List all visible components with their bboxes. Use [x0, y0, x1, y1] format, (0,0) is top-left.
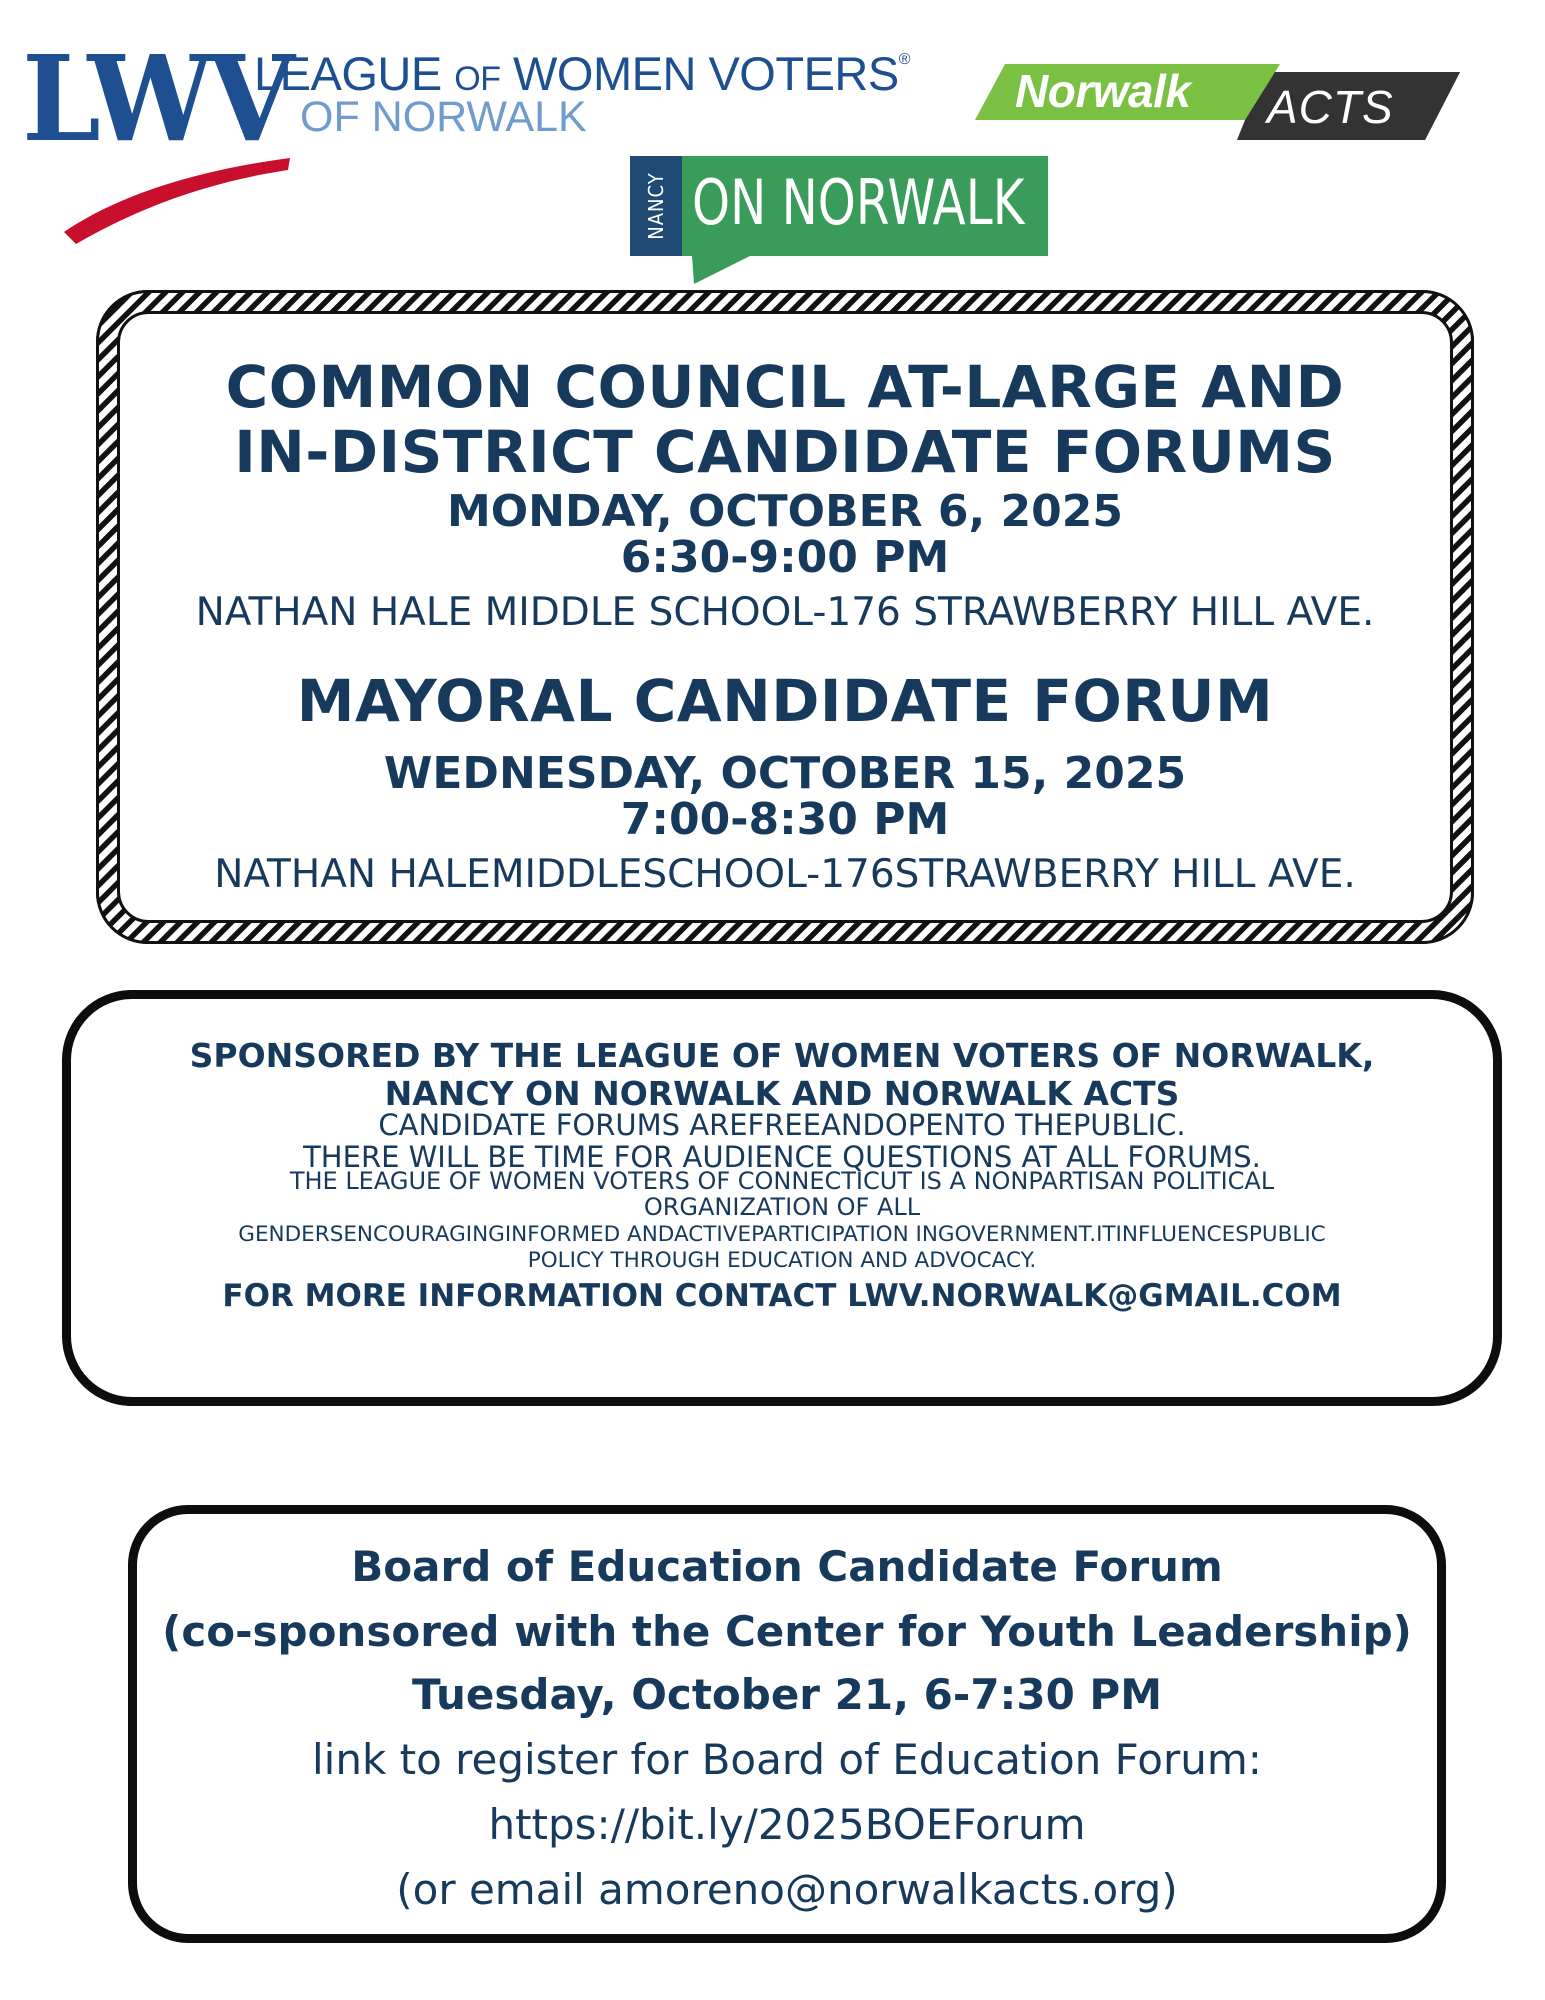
mayoral-title: MAYORAL CANDIDATE FORUM — [296, 667, 1274, 735]
boe-register-link[interactable]: https://bit.ly/2025BOEForum — [488, 1800, 1086, 1849]
sponsor-line3: CANDIDATE FORUMS AREFREEANDOPENTO THEPUBLIC. — [378, 1108, 1186, 1142]
norwalk-acts-logo — [975, 62, 1465, 142]
council-title-line1: COMMON COUNCIL AT-LARGE AND — [225, 353, 1345, 421]
sponsor-line1: SPONSORED BY THE LEAGUE OF WOMEN VOTERS OF NORWALK, — [189, 1036, 1375, 1075]
mayoral-date: WEDNESDAY, OCTOBER 15, 2025 — [383, 748, 1187, 799]
lwv-name — [254, 47, 911, 100]
boe-datetime: Tuesday, October 21, 6-7:30 PM — [412, 1670, 1162, 1719]
lwv-name-of: OF — [454, 60, 501, 98]
sponsor-contact: FOR MORE INFORMATION CONTACT LWV.NORWALK@GMAIL.COM — [222, 1278, 1342, 1314]
norwalk-acts-norwalk: Norwalk — [1015, 65, 1191, 117]
boe-register-label: link to register for Board of Education Forum: — [312, 1735, 1262, 1784]
council-time: 6:30-9:00 PM — [620, 532, 950, 583]
forums-box — [96, 290, 1474, 944]
council-date: MONDAY, OCTOBER 6, 2025 — [446, 486, 1123, 537]
sponsor-line8: POLICY THROUGH EDUCATION AND ADVOCACY. — [527, 1248, 1037, 1273]
mayoral-location: NATHAN HALEMIDDLESCHOOL-176STRAWBERRY HILL AVE. — [214, 852, 1356, 897]
boe-cosponsor: (co-sponsored with the Center for Youth Leadership) — [162, 1607, 1412, 1656]
nancy-on-norwalk-nancy: NANCY — [644, 172, 668, 240]
sponsor-line4: THERE WILL BE TIME FOR AUDIENCE QUESTIONS AT ALL FORUMS. — [303, 1140, 1261, 1174]
mayoral-time: 7:00-8:30 PM — [620, 794, 950, 845]
sponsor-box — [62, 990, 1502, 1406]
lwv-city: OF NORWALK — [300, 93, 587, 141]
lwv-name-league: LEAGUE — [254, 47, 442, 100]
council-location: NATHAN HALE MIDDLE SCHOOL-176 STRAWBERRY HILL AVE. — [195, 590, 1375, 635]
norwalk-acts-acts: ACTS — [1267, 81, 1394, 133]
council-title-line2: IN-DISTRICT CANDIDATE FORUMS — [234, 418, 1336, 486]
sponsor-line6: ORGANIZATION OF ALL — [643, 1193, 921, 1221]
sponsor-line5: THE LEAGUE OF WOMEN VOTERS OF CONNECTICUT IS A NONPARTISAN POLITICAL — [289, 1167, 1275, 1195]
boe-email-alt[interactable]: (or email amoreno@norwalkacts.org) — [396, 1865, 1178, 1914]
nancy-on-norwalk-logo — [630, 156, 1048, 286]
boe-title: Board of Education Candidate Forum — [351, 1542, 1223, 1591]
sponsor-line7: GENDERSENCOURAGINGINFORMED ANDACTIVEPARTICIPATION INGOVERNMENT.ITINFLUENCESPUBLIC — [238, 1222, 1326, 1247]
lwv-registered-mark: ® — [898, 51, 911, 68]
nancy-on-norwalk-title: ON NORWALK — [692, 166, 1025, 239]
lwv-monogram: LWV — [22, 29, 289, 168]
sponsor-line2: NANCY ON NORWALK AND NORWALK ACTS — [384, 1074, 1180, 1113]
lwv-name-voters: WOMEN VOTERS — [513, 47, 899, 100]
boe-box — [128, 1505, 1446, 1943]
